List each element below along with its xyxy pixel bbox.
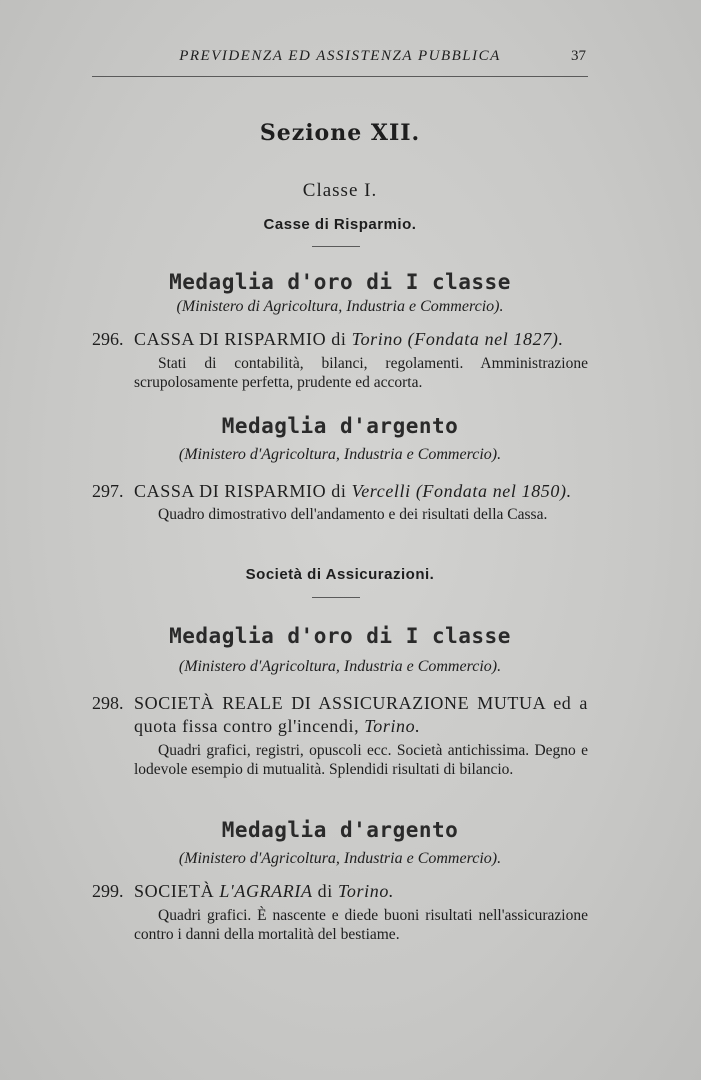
- medal-heading-gold: Medaglia d'oro di I classe: [169, 270, 511, 294]
- medal-heading-silver: Medaglia d'argento: [221, 818, 459, 842]
- entry-heading: [92, 880, 588, 903]
- entry-description-text: Quadri grafici, registri, opuscoli ecc. Società antichissima. Degno e lodevole esempio di mutualità. Splendidi risultati di bilancio.: [134, 742, 588, 778]
- entry-heading: [92, 692, 588, 738]
- entry-founded: (Fondata nel 1850).: [410, 481, 572, 501]
- divider-rule: [312, 597, 360, 598]
- entry-description-text: Quadri grafici. È nascente e diede buoni risultati nell'assicurazione contro i danni della mortalità del bestiame.: [134, 907, 588, 943]
- entry-298: [92, 692, 588, 738]
- page-number: 37: [571, 48, 586, 64]
- entry-heading: [92, 328, 588, 351]
- entry-place: Torino.: [364, 716, 421, 736]
- running-title: PREVIDENZA ED ASSISTENZA PUBBLICA: [179, 48, 501, 64]
- entry-name-rest: di: [312, 881, 338, 901]
- ministry-line: (Ministero di Agricoltura, Industria e Commercio).: [176, 298, 504, 315]
- subsection-heading-savings: Casse di Risparmio.: [263, 216, 417, 233]
- entry-name-italic: L'AGRARIA: [219, 881, 313, 901]
- entry-number: 299.: [92, 881, 124, 901]
- running-header: [92, 46, 588, 77]
- entry-299: [92, 880, 588, 903]
- section-title: Sezione XII.: [259, 120, 421, 146]
- class-title: Classe I.: [302, 180, 378, 201]
- ministry-line: (Ministero d'Agricoltura, Industria e Commercio).: [178, 658, 502, 675]
- entry-description: [134, 354, 588, 392]
- ministry-line: (Ministero d'Agricoltura, Industria e Commercio).: [178, 850, 502, 867]
- entry-name: CASSA DI RISPARMIO di: [134, 329, 352, 349]
- entry-place: Torino: [351, 329, 403, 349]
- entry-297: [92, 480, 588, 503]
- ministry-line: (Ministero d'Agricoltura, Industria e Commercio).: [178, 446, 502, 463]
- entry-place: Vercelli: [351, 481, 411, 501]
- entry-place: Torino.: [337, 881, 395, 901]
- medal-heading-silver: Medaglia d'argento: [221, 414, 459, 438]
- entry-296: [92, 328, 588, 351]
- entry-name: CASSA DI RISPARMIO di: [134, 481, 352, 501]
- entry-description-text: Stati di contabilità, bilanci, regolamenti. Amministrazione scrupolosamente perfetta, prudente ed accorta.: [134, 355, 588, 391]
- entry-number: 298.: [92, 693, 124, 713]
- subsection-heading-insurance: Società di Assicurazioni.: [245, 566, 435, 583]
- entry-description: [134, 741, 588, 779]
- entry-number: 297.: [92, 481, 124, 501]
- entry-description: [134, 505, 588, 524]
- medal-heading-gold: Medaglia d'oro di I classe: [169, 624, 511, 648]
- entry-description: [134, 906, 588, 944]
- entry-number: 296.: [92, 329, 124, 349]
- divider-rule: [312, 246, 360, 247]
- entry-name: SOCIETÀ REALE DI ASSICURAZIONE MUTUA ed a quota fissa contro gl'incendi,: [134, 693, 588, 736]
- entry-heading: [92, 480, 588, 503]
- entry-name: SOCIETÀ: [134, 881, 220, 901]
- entry-founded: (Fondata nel 1827).: [402, 329, 564, 349]
- entry-description-text: Quadro dimostrativo dell'andamento e dei risultati della Cassa.: [158, 506, 548, 523]
